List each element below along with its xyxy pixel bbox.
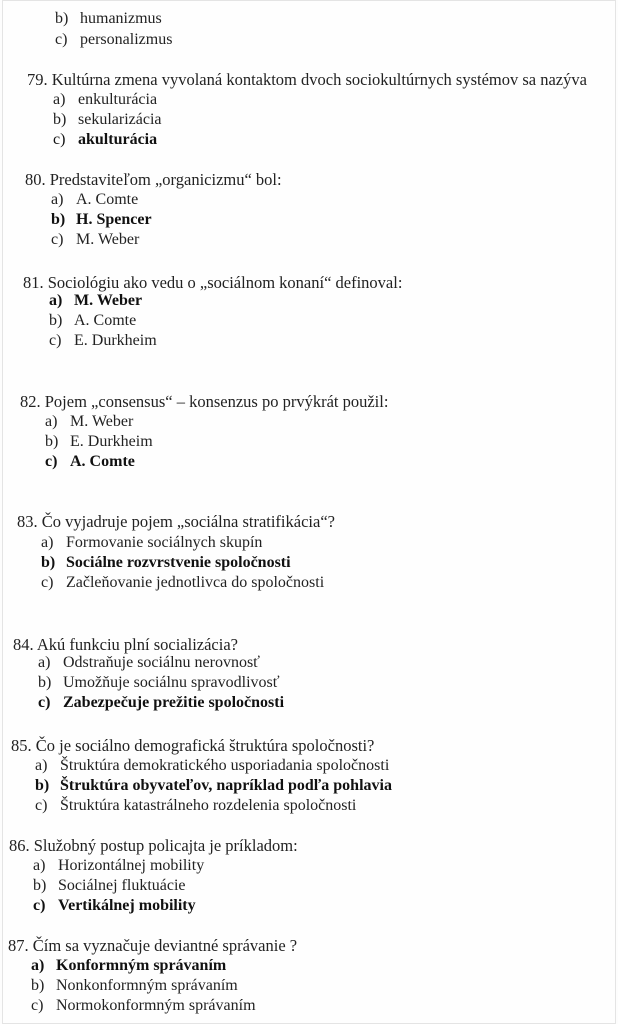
option-text: enkulturácia bbox=[78, 91, 158, 108]
question-text: Predstaviteľom „organicizmu“ bol: bbox=[49, 170, 282, 189]
question-number: 83. bbox=[17, 512, 38, 531]
option-text: Zabezpečuje prežitie spoločnosti bbox=[63, 694, 285, 711]
option-text: Konformným správaním bbox=[56, 957, 227, 974]
option-line bbox=[49, 311, 136, 331]
option-line bbox=[38, 673, 280, 693]
question-number: 81. bbox=[23, 273, 44, 292]
option-line bbox=[51, 190, 138, 210]
question-84 bbox=[13, 635, 238, 655]
option-line bbox=[31, 976, 238, 996]
option-line-correct bbox=[49, 291, 142, 311]
option-label: c) bbox=[33, 897, 46, 914]
option-line bbox=[35, 756, 389, 776]
question-number: 84. bbox=[13, 635, 34, 654]
option-text: Horizontálnej mobility bbox=[58, 857, 205, 874]
option-label: b) bbox=[35, 777, 50, 794]
option-text: Štruktúra demokratického usporiadania spoločnosti bbox=[60, 757, 390, 774]
option-label: a) bbox=[31, 957, 45, 974]
option-text: E. Durkheim bbox=[70, 433, 153, 450]
option-label: c) bbox=[53, 131, 66, 148]
option-text: Nonkonformným správaním bbox=[56, 977, 238, 994]
option-label: b) bbox=[38, 674, 52, 691]
question-text: Služobný postup policajta je príkladom: bbox=[33, 836, 298, 855]
option-label: c) bbox=[55, 31, 68, 48]
option-label: c) bbox=[49, 332, 62, 349]
option-label: a) bbox=[41, 534, 54, 551]
option-label: a) bbox=[35, 757, 48, 774]
option-text: M. Weber bbox=[70, 413, 134, 430]
question-87 bbox=[8, 936, 297, 956]
question-text: Pojem „consensus“ – konsenzus po prvýkrát použil: bbox=[44, 392, 389, 411]
question-86 bbox=[9, 836, 298, 856]
question-text: Kultúrna zmena vyvolaná kontaktom dvoch sociokultúrnych systémov sa nazýva bbox=[51, 70, 587, 89]
option-text: A. Comte bbox=[76, 191, 139, 208]
option-line bbox=[45, 432, 153, 452]
option-text: Sociálnej fluktuácie bbox=[58, 877, 186, 894]
question-80 bbox=[25, 170, 282, 190]
option-text: M. Weber bbox=[74, 292, 143, 309]
option-label: b) bbox=[49, 312, 63, 329]
option-text: Odstraňuje sociálnu nerovnosť bbox=[63, 654, 261, 671]
option-label: b) bbox=[45, 433, 59, 450]
question-82 bbox=[20, 392, 388, 412]
question-85 bbox=[11, 736, 374, 756]
question-number: 85. bbox=[11, 736, 32, 755]
option-line bbox=[45, 412, 133, 432]
option-text: M. Weber bbox=[76, 231, 140, 248]
option-label: a) bbox=[38, 654, 51, 671]
option-text: Formovanie sociálnych skupín bbox=[66, 534, 263, 551]
option-label: a) bbox=[53, 91, 66, 108]
option-text: A. Comte bbox=[70, 453, 135, 470]
option-label: a) bbox=[33, 857, 46, 874]
option-label: c) bbox=[45, 453, 58, 470]
option-text: akulturácia bbox=[78, 131, 158, 148]
option-text: E. Durkheim bbox=[74, 332, 157, 349]
option-line-correct bbox=[31, 956, 226, 976]
question-83 bbox=[17, 512, 335, 532]
option-line bbox=[51, 230, 139, 250]
option-line bbox=[35, 796, 356, 816]
option-label: a) bbox=[49, 292, 63, 309]
option-line bbox=[49, 331, 157, 351]
option-label: b) bbox=[53, 111, 67, 128]
question-text: Čo vyjadruje pojem „sociálna stratifikácia“? bbox=[41, 512, 335, 531]
option-text: Sociálne rozvrstvenie spoločnosti bbox=[66, 554, 291, 571]
option-label: c) bbox=[38, 694, 51, 711]
option-line-correct bbox=[41, 553, 291, 573]
question-text: Čo je sociálno demografická štruktúra spoločnosti? bbox=[35, 736, 375, 755]
question-number: 86. bbox=[9, 836, 30, 855]
option-line bbox=[41, 533, 262, 553]
question-81 bbox=[23, 273, 402, 293]
option-label: b) bbox=[31, 977, 45, 994]
question-text: Akú funkciu plní socializácia? bbox=[36, 635, 238, 654]
question-number: 80. bbox=[25, 170, 46, 189]
option-text: H. Spencer bbox=[76, 211, 152, 228]
option-text: Začleňovanie jednotlivca do spoločnosti bbox=[66, 574, 325, 591]
option-line bbox=[53, 90, 157, 110]
option-line bbox=[55, 9, 162, 29]
question-text: Sociológiu ako vedu o „sociálnom konaní“ definoval: bbox=[47, 273, 403, 292]
option-label: b) bbox=[41, 554, 56, 571]
option-text: humanizmus bbox=[80, 10, 162, 27]
option-text: sekularizácia bbox=[78, 111, 162, 128]
option-label: c) bbox=[41, 574, 54, 591]
option-label: b) bbox=[33, 877, 47, 894]
option-label: b) bbox=[55, 10, 69, 27]
option-line bbox=[53, 110, 162, 130]
option-label: a) bbox=[51, 191, 64, 208]
option-text: Štruktúra katastrálneho rozdelenia spoločnosti bbox=[60, 797, 357, 814]
option-line-correct bbox=[51, 210, 152, 230]
option-line bbox=[41, 573, 324, 593]
option-line-correct bbox=[35, 776, 392, 796]
option-line bbox=[33, 856, 204, 876]
option-label: b) bbox=[51, 211, 66, 228]
question-text: Čím sa vyznačuje deviantné správanie ? bbox=[32, 936, 298, 955]
question-79 bbox=[27, 70, 587, 90]
option-line-correct bbox=[53, 130, 157, 150]
question-number: 79. bbox=[27, 70, 48, 89]
option-label: c) bbox=[35, 797, 48, 814]
option-label: a) bbox=[45, 413, 58, 430]
option-line-correct bbox=[45, 452, 135, 472]
option-text: Umožňuje sociálnu spravodlivosť bbox=[63, 674, 280, 691]
option-line bbox=[31, 996, 256, 1016]
option-line-correct bbox=[38, 693, 284, 713]
option-text: A. Comte bbox=[74, 312, 137, 329]
option-line bbox=[33, 876, 186, 896]
option-text: Vertikálnej mobility bbox=[58, 897, 196, 914]
option-label: c) bbox=[51, 231, 64, 248]
question-number: 82. bbox=[20, 392, 41, 411]
option-line bbox=[55, 30, 172, 50]
option-label: c) bbox=[31, 997, 44, 1014]
option-text: personalizmus bbox=[80, 31, 173, 48]
option-text: Normokonformným správaním bbox=[56, 997, 256, 1014]
option-line bbox=[38, 653, 260, 673]
document-page bbox=[2, 0, 616, 1024]
option-line-correct bbox=[33, 896, 196, 916]
question-number: 87. bbox=[8, 936, 29, 955]
option-text: Štruktúra obyvateľov, napríklad podľa pohlavia bbox=[60, 777, 392, 794]
